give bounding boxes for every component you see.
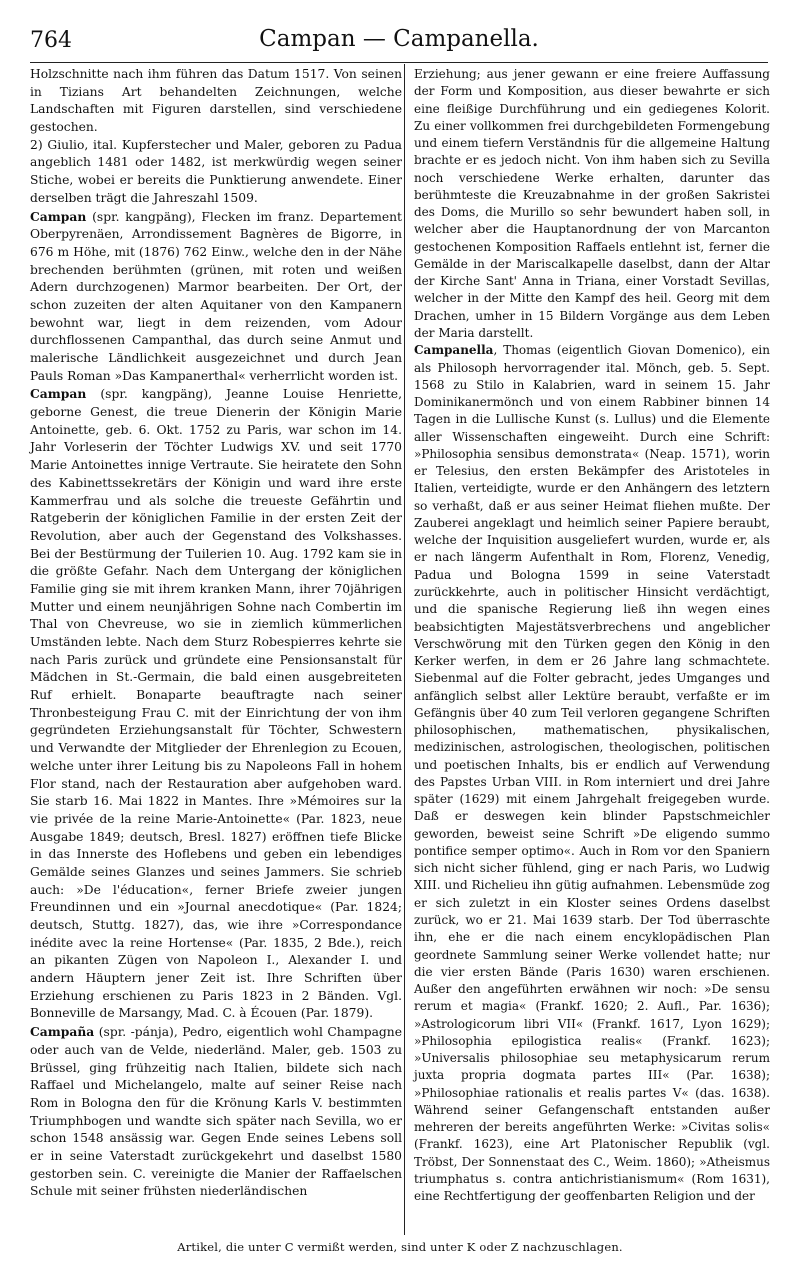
entry-campana [30, 1023, 402, 1201]
lemma: Campan [30, 386, 87, 402]
lemma: Campaña [30, 1024, 95, 1040]
header-rule [30, 62, 768, 63]
page-footer-note: Artikel, die unter C vermißt werden, sind unter K oder Z nachzuschlagen. [177, 1240, 623, 1254]
entry-campanella [414, 342, 770, 1205]
left-column [30, 66, 402, 1201]
entry-campan-place [30, 208, 402, 386]
paragraph [414, 66, 770, 342]
entry-text: , Thomas (eigentlich Giovan Domenico), ein als Philosoph hervorragender ital. Mönch, geb. 5. Sept. 1568 zu Stilo in Kalabrien, ward in seinem 15. Jahr Dominikanermönch und von einem Rabbiner binnen 14 Tagen in die Lullische Kunst (s. Lullus) und die Elemente aller Wissenschaften eingeweiht. Durch eine Schrift: »Philosophia sensibus demonstrata« (Neap. 1571), worin er Telesius, den ersten Bekämpfer des Aristoteles in Italien, verteidigte, wurde er den Anhängern des letztern so verhaßt, daß er aus seiner Heimat fliehen mußte. Der Zauberei angeklagt und heimlich seiner Papiere beraubt, welche der Inquisition ausgeliefert wurden, wurde er, als er nach längerm Aufenthalt in Rom, Florenz, Venedig, Padua und Bologna 1599 in seine Vaterstadt zurückkehrte, auch in politischer Hinsicht verdächtigt, und die spanische Regierung ließ ihn wegen eines beabsichtigten Majestätsverbrechens und angeblicher Verschwörung mit den Türken gegen den König in den Kerker werfen, in dem er 26 Jahre lang schmachtete. Siebenmal auf die Folter gebracht, jedes Umganges und anfänglich selbst aller Lektüre beraubt, verfaßte er im Gefängnis über 40 zum Teil verloren gegangene Schriften philosophischen, mathematischen, physikalischen, medizinischen, astrologischen, theologischen, politischen und poetischen Inhalts, bis er endlich auf Verwendung des Papstes Urban VIII. in Rom interniert und drei Jahre später (1629) mit einem Jahrgehalt freigegeben wurde. Daß er deswegen kein blinder Papstschmeichler geworden, beweist seine Schrift »De eligendo summo pontifice semper optimo«. Auch in Rom vor den Spaniern sich nicht sicher fühlend, ging er nach Paris, wo Ludwig XIII. und Richelieu ihn gütig aufnahmen. Lebensmüde zog er sich zuletzt in ein Kloster seines Ordens daselbst zurück, wo er 21. Mai 1639 starb. Der Tod überraschte ihn, ehe er die nach einem encyklopädischen Plan geordnete Sammlung seiner Werke vollendet hatte; nur die vier ersten Bände (Paris 1630) waren erschienen. Außer den angeführten erwähnen wir noch: »De sensu rerum et magia« (Frankf. 1620; 2. Aufl., Par. 1636); »Astrologicorum libri VII« (Frankf. 1617, Lyon 1629); »Philosophia epilogistica realis« (Frankf. 1623); »Universalis philosophiae seu metaphysicarum rerum juxta propria dogmata partes III« (Par. 1638); »Philosophiae rationalis et realis partes V« (das. 1638). Während seiner Gefangenschaft entstanden außer mehreren der bereits angeführten Werke: »Civitas solis« (Frankf. 1623), eine Art Platonischer Republik (vgl. Tröbst, Der Sonnenstaat des C., Weim. 1860); »Atheismus triumphatus s. contra antichristianismum« (Rom 1631), eine Rechtfertigung der geoffenbarten Religion und der [414, 343, 770, 1204]
paragraph-text: Erziehung; aus jener gewann er eine freiere Auffassung der Form und Komposition, aus dieser bewahrte er sich eine fleißige Durchführung und ein gediegenes Kolorit. Zu einer vollkommen frei durchgebildeten Formengebung und einem tiefern Verständnis für die allgemeine Haltung brachte er es jedoch nicht. Von ihm haben sich zu Sevilla noch verschiedene Werke erhalten, darunter das berühmteste die Kreuzabnahme in der großen Sakristei des Doms, die Murillo so sehr bewundert haben soll, in welcher aber die Hauptanordnung der von Marcanton gestochenen Komposition Raffaels entlehnt ist, ferner die Gemälde in der Mariscalkapelle daselbst, dann der Altar der Kirche Sant' Anna in Triana, einer Vorstadt Sevillas, welcher in der Mitte den Kampf des heil. Georg mit dem Drachen, umher in 15 Bildern Vorgänge aus dem Leben der Maria darstellt. [414, 67, 770, 340]
paragraph [30, 137, 402, 208]
page-header [30, 22, 768, 58]
paragraph-text: 2) Giulio, ital. Kupferstecher und Maler, geboren zu Padua angeblich 1481 oder 1482, ist merkwürdig wegen seiner Stiche, wobei er bereits die Punktierung anwendete. Einer derselben trägt die Jahreszahl 1509. [30, 137, 402, 205]
right-column [414, 66, 770, 1206]
lemma: Campan [30, 208, 87, 224]
column-divider [404, 64, 405, 1235]
entry-campan-person [30, 385, 402, 1023]
entry-text: (spr. -pánja), Pedro, eigentlich wohl Champagne oder auch van de Velde, niederländ. Maler, geb. 1503 zu Brüssel, ging frühzeitig nach Italien, bildete sich nach Raffael und Michelangelo, malte auf seiner Reise nach Rom in Bologna den für die Krönung Karls V. bestimmten Triumphbogen und wandte sich später nach Sevilla, wo er schon 1548 ansässig war. Gegen Ende seines Lebens soll er in seine Vaterstadt zurückgekehrt und daselbst 1580 gestorben sein. C. vereinigte die Manier der Raffaelschen Schule mit seiner frühsten niederländischen [30, 1025, 402, 1199]
lemma: Campanella [414, 343, 494, 358]
entry-text: (spr. kangpäng), Flecken im franz. Departement Oberpyrenäen, Arrondissement Bagnères de Bigorre, in 676 m Höhe, mit (1876) 762 Einw., welche den in der Nähe brechenden berühmten (grünen, mit roten und weißen Adern durchzogenen) Marmor bearbeiten. Der Ort, der schon zuzeiten der alten Aquitaner von den Kampanern bewohnt war, liegt in dem reizenden, vom Adour durchflossenen Campanthal, das durch seine Anmut und malerische Ländlichkeit ausgezeichnet und durch Jean Pauls Roman »Das Kampanerthal« verherrlicht worden ist. [30, 209, 402, 383]
page-number: 764 [30, 28, 72, 53]
page-title: Campan — Campanella. [259, 26, 539, 52]
paragraph-text: Holzschnitte nach ihm führen das Datum 1517. Von seinen in Tizians Art behandelten Zeichnungen, welche Landschaften mit Figuren darstellen, sind verschiedene gestochen. [30, 67, 402, 135]
paragraph [30, 66, 402, 137]
entry-text: (spr. kangpäng), Jeanne Louise Henriette, geborne Genest, die treue Dienerin der Königin Marie Antoinette, geb. 6. Okt. 1752 zu Paris, war schon im 14. Jahr Vorleserin der Töchter Ludwigs XV. und seit 1770 Marie Antoinettes innige Vertraute. Sie heiratete den Sohn des Kabinettssekretärs der Königin und ward ihre erste Kammerfrau und als solche die treueste Gefährtin und Ratgeberin der königlichen Familie in der ersten Zeit der Revolution, aber auch der Gegenstand des Volkshasses. Bei der Bestürmung der Tuilerien 10. Aug. 1792 kam sie in die größte Gefahr. Nach dem Untergang der königlichen Familie ging sie mit ihrem kranken Mann, ihrer 70jährigen Mutter und einem neunjährigen Sohne nach Combertin im Thal von Chevreuse, wo sie in ziemlich kümmerlichen Umständen lebte. Nach dem Sturz Robespierres kehrte sie nach Paris zurück und gründete eine Pensionsanstalt für Mädchen in St.-Germain, die bald einen ausgebreiteten Ruf erhielt. Bonaparte beauftragte nach seiner Thronbesteigung Frau C. mit der Einrichtung der von ihm gegründeten Erziehungsanstalt für Töchter, Schwestern und Verwandte der Mitglieder der Ehrenlegion zu Ecouen, welche unter ihrer Leitung bis zu Napoleons Fall in hohem Flor stand, nach der Restauration aber aufgehoben ward. Sie starb 16. Mai 1822 in Mantes. Ihre »Mémoires sur la vie privée de la reine Marie-Antoinette« (Par. 1823, neue Ausgabe 1849; deutsch, Bresl. 1827) eröffnen tiefe Blicke in das Innerste des Hoflebens und geben ein lebendiges Gemälde seines Glanzes und seines Jammers. Sie schrieb auch: »De l'éducation«, ferner Briefe zweier jungen Freundinnen und ein »Journal anecdotique« (Par. 1824; deutsch, Stuttg. 1827), das, wie ihre »Correspondance inédite avec la reine Hortense« (Par. 1835, 2 Bde.), reich an pikanten Zügen von Napoleon I., Alexander I. und andern Häuptern jener Zeit ist. Ihre Schriften über Erziehung erschienen zu Paris 1823 in 2 Bänden. Vgl. Bonneville de Marsangy, Mad. C. à Écouen (Par. 1879). [30, 387, 402, 1021]
